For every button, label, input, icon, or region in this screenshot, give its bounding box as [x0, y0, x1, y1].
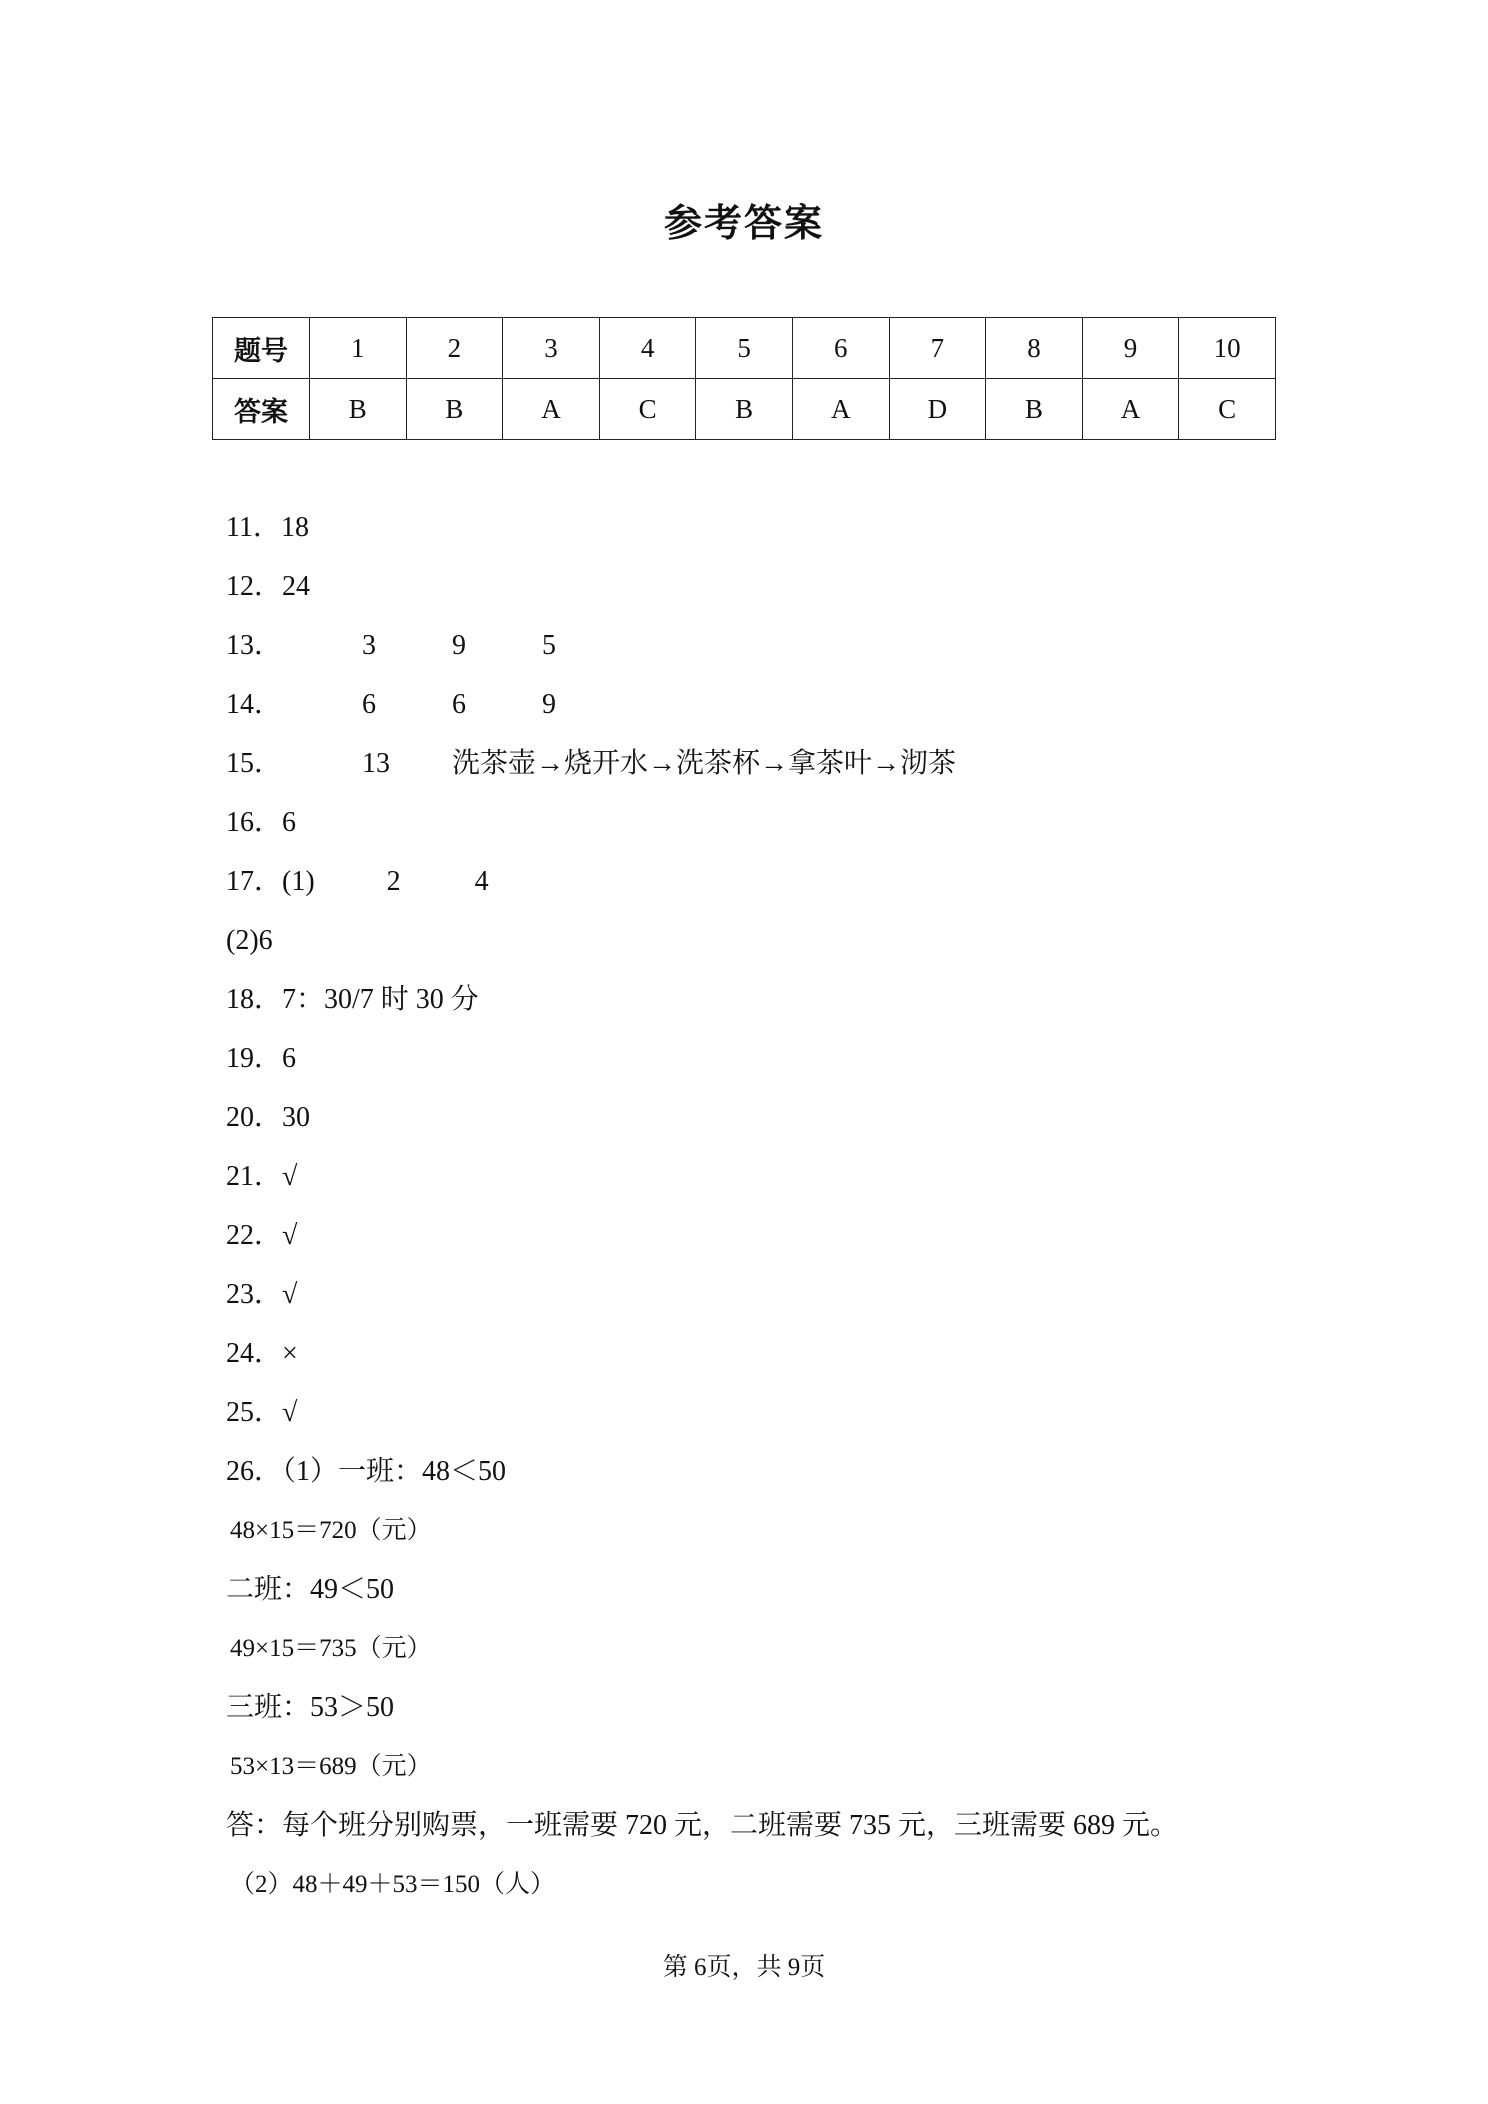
page-footer: 第 6页，共 9页 [662, 1954, 826, 1981]
table-cell: 5 [696, 318, 793, 379]
equation-class1: 48×15＝720（元） [230, 1517, 432, 1544]
equation-class3: 53×13＝689（元） [230, 1753, 432, 1780]
answer-label: 17．(1) [226, 866, 315, 897]
answer-value: 5 [542, 630, 557, 661]
table-cell: 1 [310, 318, 407, 379]
compare-class2: 二班：49＜50 [226, 1574, 395, 1605]
table-cell: D [889, 379, 986, 440]
answer-17-2: (2)6 [226, 925, 273, 956]
answer-18: 18．7：30/7 时 30 分 [226, 984, 479, 1015]
table-cell: B [406, 379, 503, 440]
table-cell: A [1082, 379, 1179, 440]
page-title: 参考答案 [663, 201, 824, 245]
table-cell: C [1179, 379, 1276, 440]
answer-26-part1: 26．（1）一班：48＜50 [226, 1456, 507, 1487]
table-cell: A [503, 379, 600, 440]
answer-14 [226, 688, 556, 722]
table-cell: C [599, 379, 696, 440]
answer-19: 19．6 [226, 1043, 297, 1074]
table-cell: B [696, 379, 793, 440]
answer-13 [226, 629, 556, 663]
table-header-answer: 答案 [213, 379, 310, 440]
table-cell: B [986, 379, 1083, 440]
answer-11: 11．18 [226, 512, 309, 543]
answer-value: 2 [386, 866, 401, 897]
table-cell: 8 [986, 318, 1083, 379]
table-cell: 3 [503, 318, 600, 379]
table-cell: 2 [406, 318, 503, 379]
answer-15 [226, 747, 956, 781]
answer-label: 14． [226, 689, 283, 720]
answer-label: 13． [226, 630, 283, 661]
answer-16: 16．6 [226, 807, 297, 838]
table-cell: 7 [889, 318, 986, 379]
answer-value: 13 [362, 748, 391, 779]
table-cell: 9 [1082, 318, 1179, 379]
table-cell: 10 [1179, 318, 1276, 379]
answer-23: 23．√ [226, 1279, 298, 1310]
answer-21: 21．√ [226, 1161, 298, 1192]
answer-20: 20．30 [226, 1102, 311, 1133]
compare-class3: 三班：53＞50 [226, 1692, 395, 1723]
table-row-numbers [213, 318, 1276, 379]
answer-value: 6 [362, 689, 377, 720]
table-header-number: 题号 [213, 318, 310, 379]
answer-table [212, 317, 1276, 440]
answer-value: 9 [542, 689, 557, 720]
answer-value: 4 [474, 866, 489, 897]
table-row-answers [213, 379, 1276, 440]
answer-value: 6 [452, 689, 467, 720]
answer-value: 洗茶壶→烧开水→洗茶杯→拿茶叶→沏茶 [452, 748, 957, 779]
answer-26-part2: （2）48＋49＋53＝150（人） [230, 1871, 556, 1898]
table-cell: A [792, 379, 889, 440]
answer-25: 25．√ [226, 1397, 298, 1428]
table-cell: 6 [792, 318, 889, 379]
answer-26-conclusion: 答：每个班分别购票，一班需要 720 元，二班需要 735 元，三班需要 689 元。 [226, 1810, 1179, 1841]
table-cell: 4 [599, 318, 696, 379]
table-cell: B [310, 379, 407, 440]
answer-label: 15． [226, 748, 283, 779]
equation-class2: 49×15＝735（元） [230, 1635, 432, 1662]
answer-24: 24．× [226, 1338, 298, 1369]
answer-22: 22．√ [226, 1220, 298, 1251]
answer-value: 3 [362, 630, 377, 661]
answer-17 [226, 865, 489, 899]
answer-value: 9 [452, 630, 467, 661]
answer-12: 12．24 [226, 571, 311, 602]
